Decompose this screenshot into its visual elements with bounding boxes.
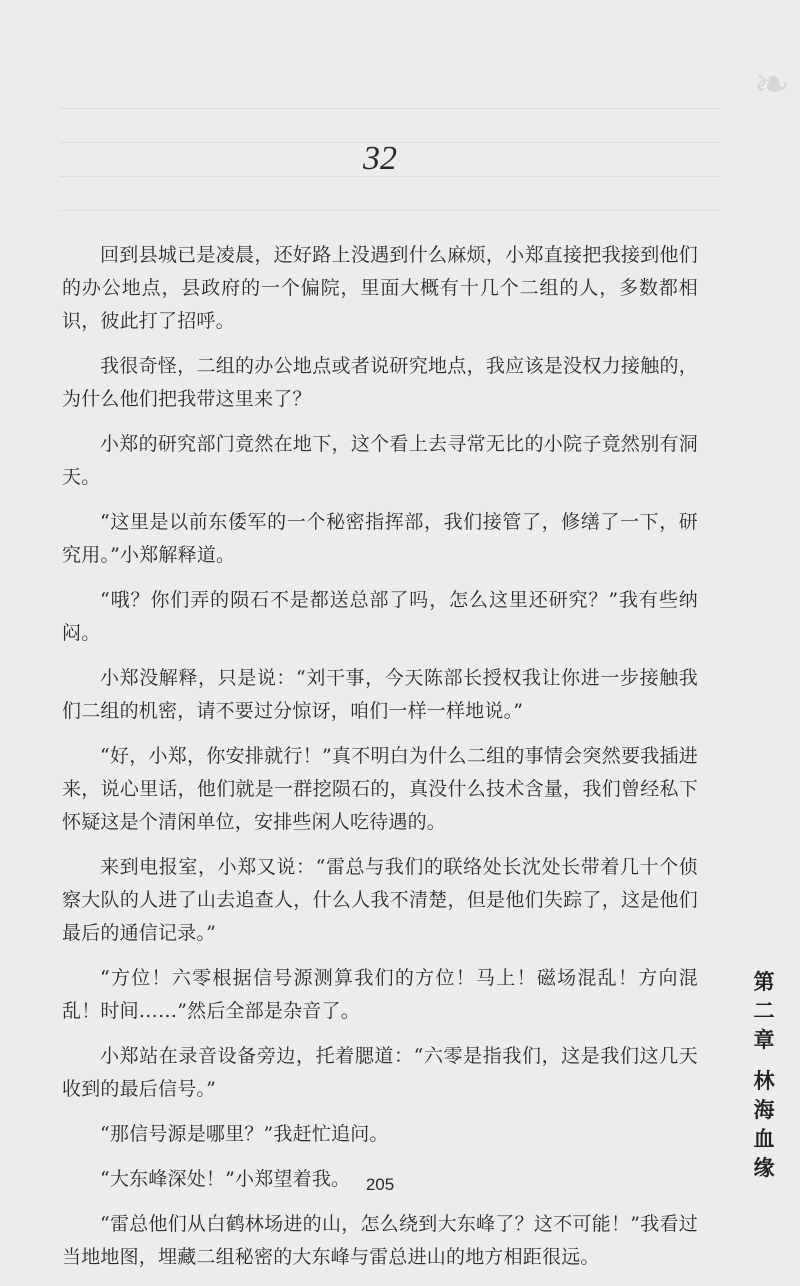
paragraph: 来到电报室，小郑又说：“雷总与我们的联络处长沈处长带着几十个侦察大队的人进了山去追查人，什么人我不清楚，但是他们失踪了，这是他们最后的通信记录。” — [62, 856, 698, 944]
chapter-number: 32 — [363, 140, 397, 177]
running-chapter-title — [750, 968, 778, 1183]
bleed-through-line — [60, 108, 720, 109]
paragraph: 我很奇怪，二组的办公地点或者说研究地点，我应该是没权力接触的，为什么他们把我带这里来了？ — [62, 355, 698, 410]
paragraph: “这里是以前东倭军的一个秘密指挥部，我们接管了，修缮了一下，研究用。”小郑解释道。 — [62, 511, 698, 566]
paragraph: 小郑的研究部门竟然在地下，这个看上去寻常无比的小院子竟然别有洞天。 — [62, 433, 698, 488]
paragraph: 回到县城已是凌晨，还好路上没遇到什么麻烦，小郑直接把我接到他们的办公地点，县政府的一个偏院，里面大概有十几个二组的人，多数都相识，彼此打了招呼。 — [62, 244, 698, 332]
running-chapter-label: 第二章 — [753, 970, 775, 1052]
paragraph: “好，小郑，你安排就行！”真不明白为什么二组的事情会突然要我插进来，说心里话，他们就是一群挖陨石的，真没什么技术含量，我们曾经私下怀疑这是个清闲单位，安排些闲人吃待遇的。 — [62, 745, 698, 833]
page-number: 205 — [365, 1175, 395, 1194]
body-text — [62, 239, 698, 1286]
bleed-through-line — [60, 210, 720, 211]
paragraph: “大东峰深处！”小郑望着我。 — [100, 1168, 351, 1190]
paragraph: 小郑站在录音设备旁边，托着腮道：“六零是指我们，这是我们这几天收到的最后信号。” — [62, 1045, 698, 1100]
bleed-through-corner-mark: ❧ — [753, 59, 791, 110]
running-chapter-name: 林海血缘 — [753, 1069, 775, 1180]
paragraph: “方位！六零根据信号源测算我们的方位！马上！磁场混乱！方向混乱！时间……”然后全部是杂音了。 — [62, 967, 698, 1022]
paragraph: “雷总他们从白鹤林场进的山，怎么绕到大东峰了？这不可能！”我看过当地地图，埋藏二组秘密的大东峰与雷总进山的地方相距很远。 — [62, 1213, 698, 1268]
paragraph: 小郑没解释，只是说：“刘干事，今天陈部长授权我让你进一步接触我们二组的机密，请不要过分惊讶，咱们一样一样地说。” — [62, 667, 698, 722]
paragraph: “哦？你们弄的陨石不是都送总部了吗，怎么这里还研究？”我有些纳闷。 — [62, 589, 698, 644]
paragraph: “那信号源是哪里？”我赶忙追问。 — [100, 1123, 389, 1145]
